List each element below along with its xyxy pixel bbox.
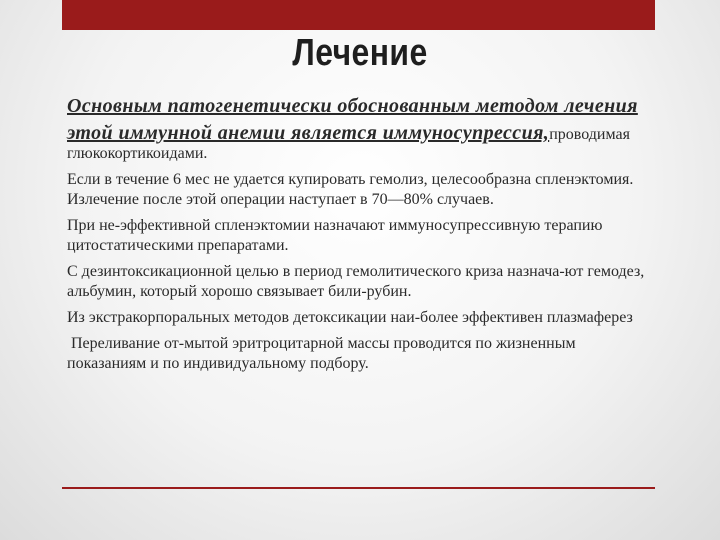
paragraph-splenectomy: Если в течение 6 мес не удается купировать гемолиз, целесообразна спленэктомия. Излечение после этой операции наступает в 70—80% случаев. [67,171,634,208]
paragraph-immunosuppressive-therapy: При не-эффективной спленэктомии назначают иммуносупрессивную терапию цитостатическими препаратами. [67,217,603,254]
top-accent-bar [62,0,655,30]
paragraph-transfusion: Переливание от-мытой эритроцитарной массы проводится по жизненным показаниям и по индивидуальному подбору. [67,335,580,372]
lead-tail: проводимая [549,126,630,143]
lead-emphasis: Основным патогенетически обоснованным методом лечения этой иммунной анемии является иммуносупрессия, [67,95,638,144]
lead-paragraph [67,93,657,148]
paragraph-plasmapheresis: Из экстракорпоральных методов детоксикации наи-более эффективен плазмаферез [67,309,633,326]
slide-body [67,93,657,374]
paragraph-continuation: глюкокортикоидами. [67,145,208,162]
slide-title: Лечение [292,32,428,74]
bottom-accent-line [62,487,655,489]
paragraph-detoxification: С дезинтоксикационной целью в период гемолитического криза назнача-ют гемодез, альбумин, который хорошо связывает били-рубин. [67,263,645,300]
